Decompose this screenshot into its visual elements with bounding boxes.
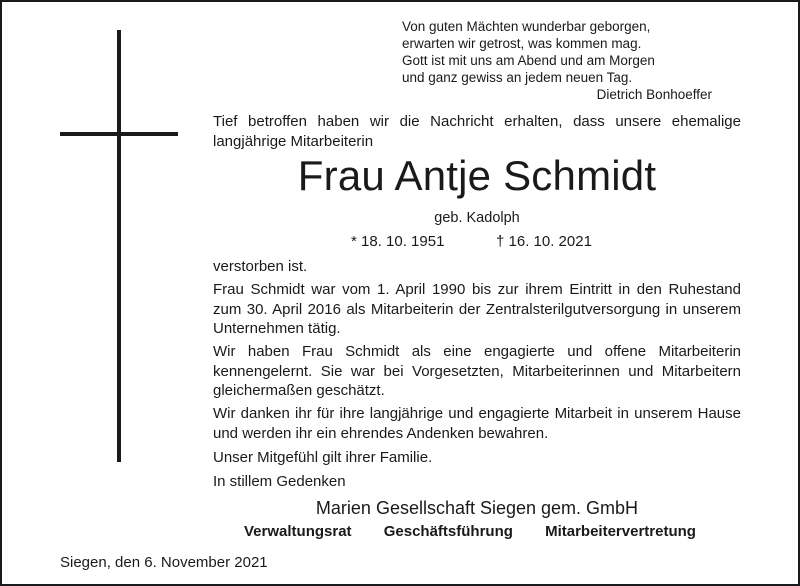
paragraph-thanks: Wir danken ihr für ihre langjährige und engagierte Mitarbeit in unserem Hause und werden ihr ein ehrendes Andenken bewahren.: [213, 405, 741, 442]
board-mitarbeitervertretung: Mitarbeitervertretung: [545, 523, 696, 540]
place-date: Siegen, den 6. November 2021: [60, 554, 268, 571]
poem-line: erwarten wir getrost, was kommen mag.: [402, 36, 642, 51]
died-suffix: verstorben ist.: [213, 258, 308, 275]
poem-author: Dietrich Bonhoeffer: [596, 87, 712, 102]
deceased-name: Frau Antje Schmidt: [297, 152, 657, 199]
poem-line: Gott ist mit uns am Abend und am Morgen: [402, 53, 655, 68]
intro-text: Tief betroffen haben wir die Nachricht erhalten, dass unsere ehemalige langjährige Mitarbeiterin: [213, 113, 741, 150]
organization-name: Marien Gesellschaft Siegen gem. GmbH: [315, 498, 639, 518]
birth-date: * 18. 10. 1951: [351, 233, 445, 250]
paragraph-appreciation: Wir haben Frau Schmidt als eine engagierte und offene Mitarbeiterin kennengelernt. Sie war bei Vorgesetzten, Mitarbeiterinnen und Mitarbeitern gleichermaßen geschätzt.: [213, 343, 741, 399]
board-verwaltungsrat: Verwaltungsrat: [244, 523, 352, 540]
board-geschaeftsfuehrung: Geschäftsführung: [383, 523, 513, 540]
death-date: † 16. 10. 2021: [496, 233, 592, 250]
cross-horizontal-bar: [60, 132, 178, 136]
paragraph-career: Frau Schmidt war vom 1. April 1990 bis zur ihrem Eintritt in den Ruhestand zum 30. April 2016 als Mitarbeiterin der Zentralsterilgutversorgung in unserem Unternehmen tätig.: [213, 281, 741, 337]
cross-vertical-bar: [117, 30, 121, 462]
poem-line: Von guten Mächten wunderbar geborgen,: [402, 19, 651, 34]
paragraph-remembrance: In stillem Gedenken: [213, 473, 346, 490]
boards-signature: [244, 521, 696, 543]
paragraph-sympathy: Unser Mitgefühl gilt ihrer Familie.: [213, 449, 433, 466]
poem-line: und ganz gewiss an jedem neuen Tag.: [402, 70, 633, 85]
poem-quote: [402, 18, 712, 103]
maiden-name: geb. Kadolph: [434, 210, 520, 226]
